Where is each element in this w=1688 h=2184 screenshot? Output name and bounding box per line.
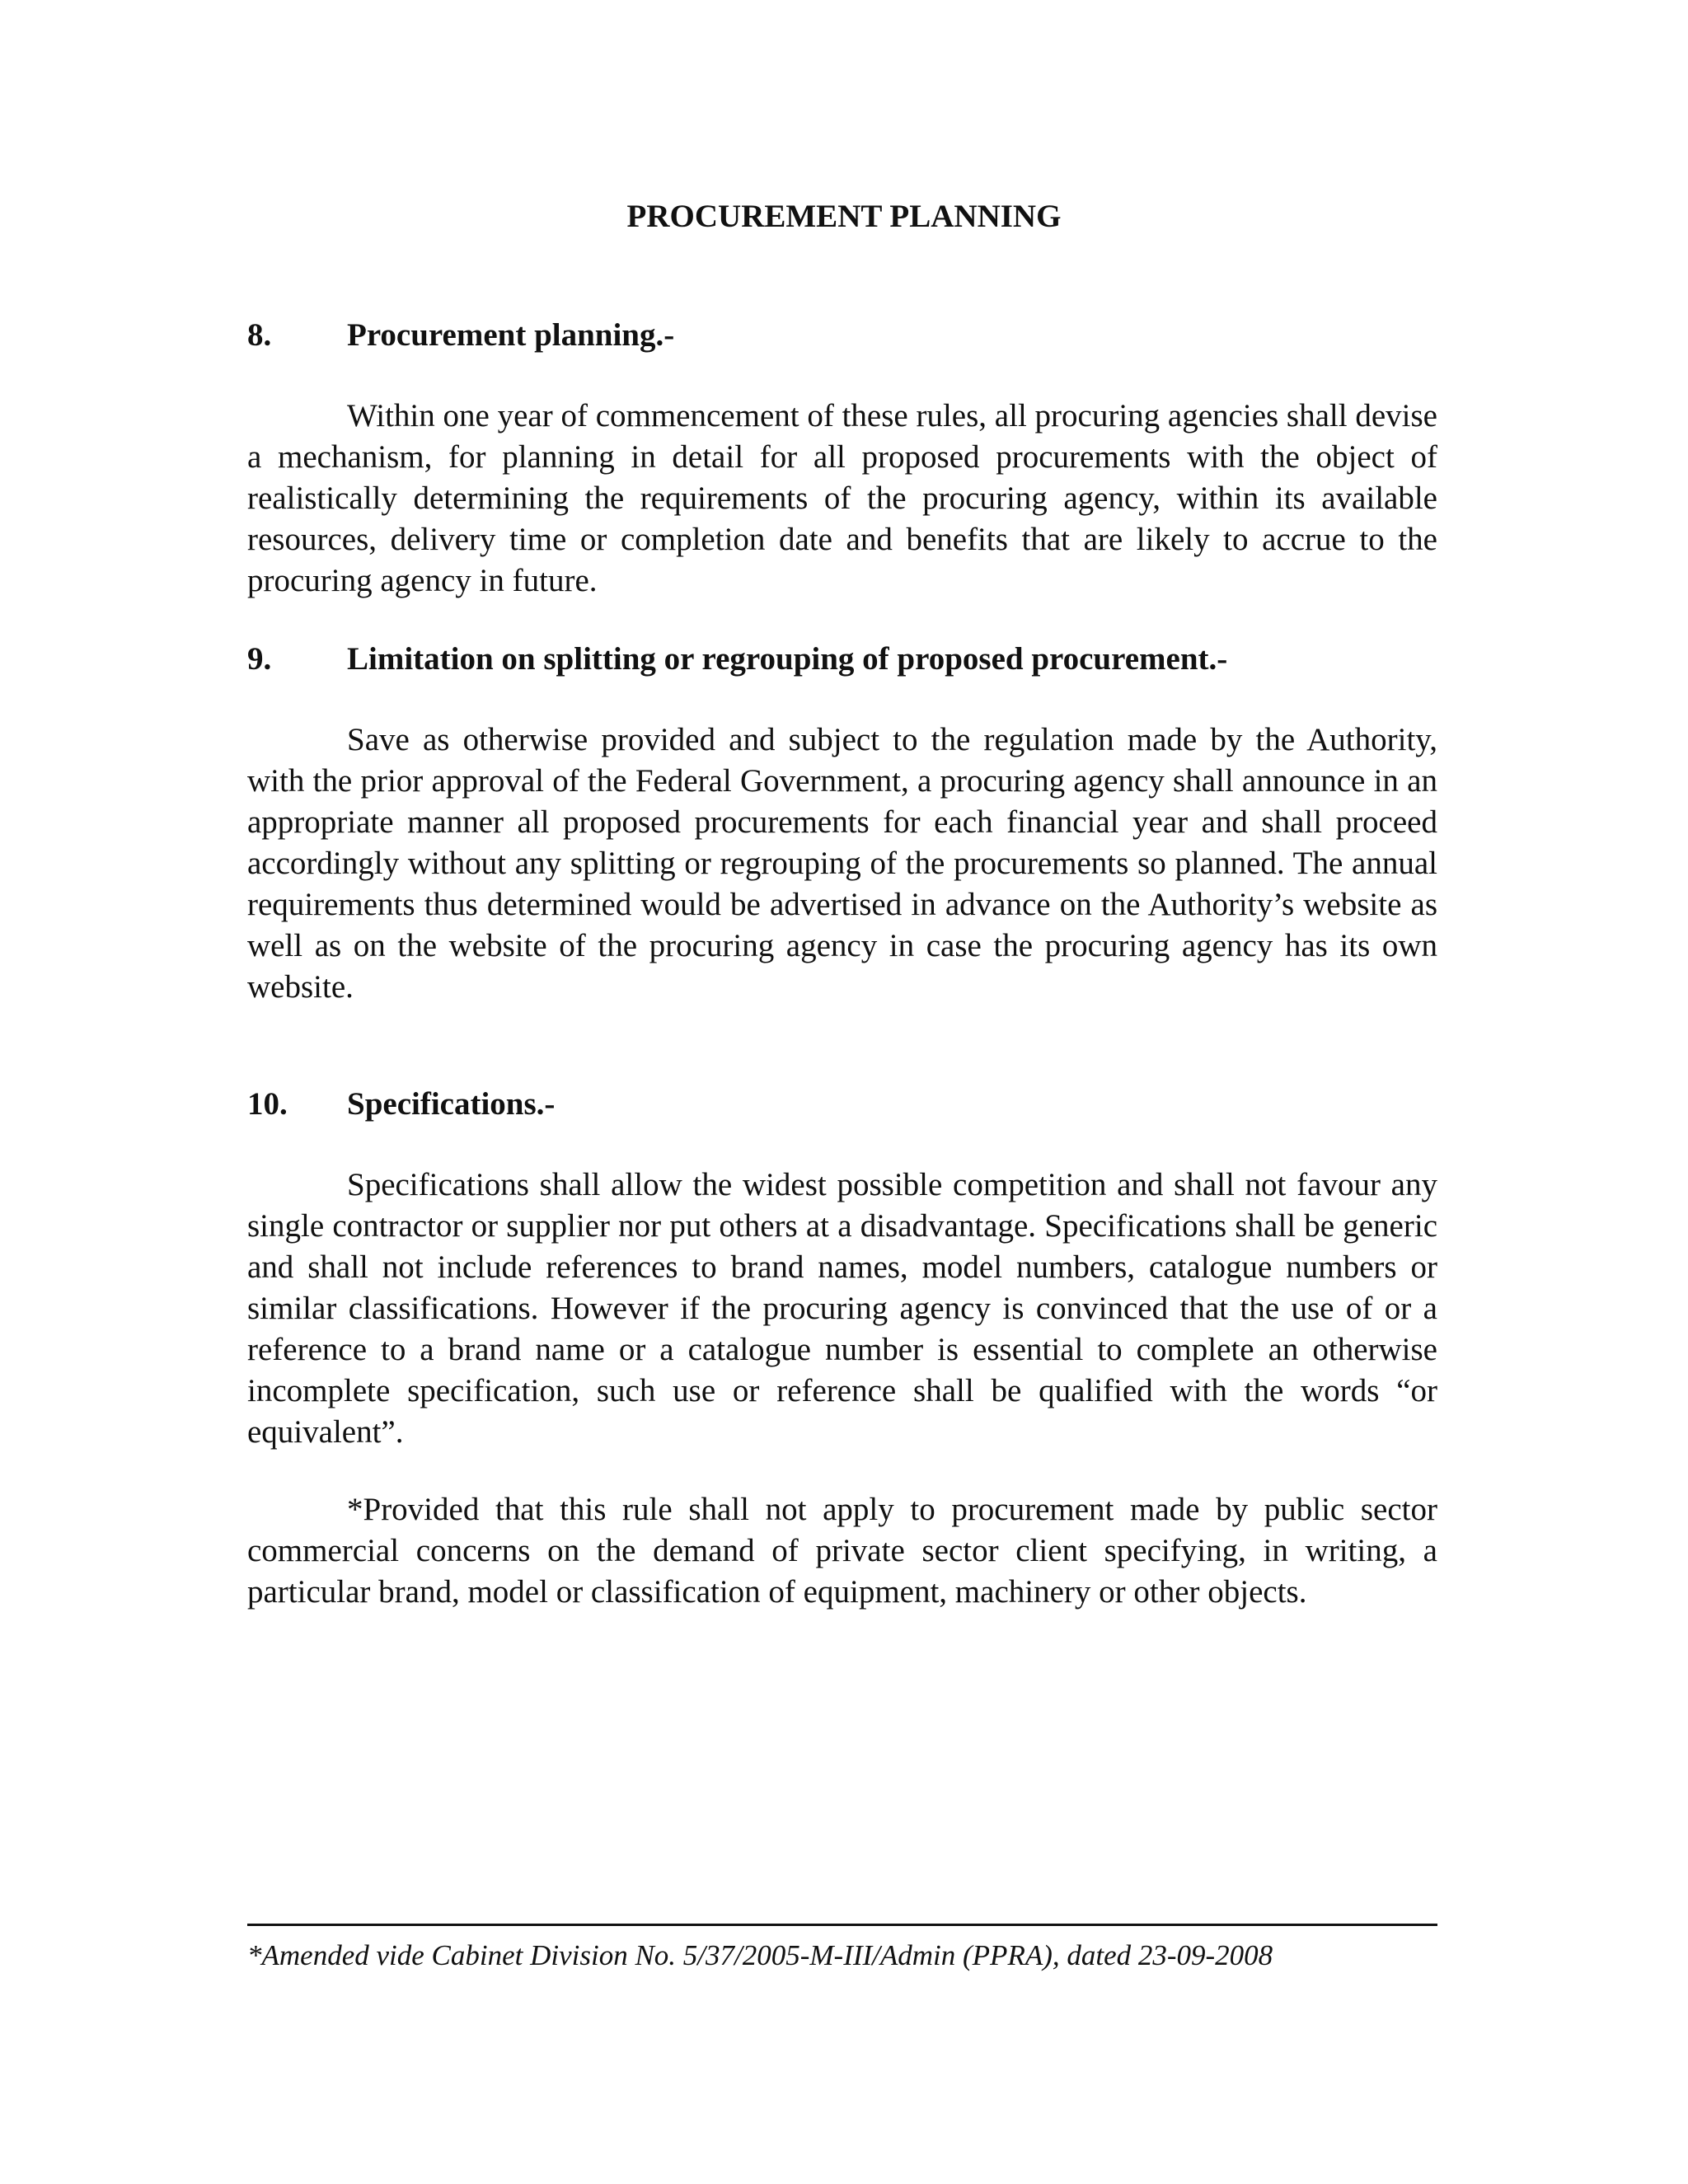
section-8-number: 8.	[247, 317, 272, 353]
section-8-paragraph: Within one year of commencement of these rules, all procuring agencies shall devise a mechanism, for planning in detail for all proposed procurements with the object of realistically determining the requirements of the procuring agency, within its available resources, delivery time or completion date and benefits that are likely to accrue to the procuring agency in future.	[247, 398, 1437, 598]
section-9-paragraph: Save as otherwise provided and subject to the regulation made by the Authority, with the prior approval of the Federal Government, a procuring agency shall announce in an appropriate manner all proposed procurements for each financial year and shall proceed accordingly without any splitting or regrouping of the procurements so planned. The annual requirements thus determined would be advertised in advance on the Authority’s website as well as on the website of the procuring agency in case the procuring agency has its own website.	[247, 722, 1437, 1005]
section-9-title: Limitation on splitting or regrouping of proposed procurement.-	[347, 641, 1228, 677]
section-8-title: Procurement planning.-	[347, 317, 675, 353]
section-10-number: 10.	[247, 1086, 288, 1122]
footnote-divider	[247, 1924, 1437, 1926]
section-10-proviso: *Provided that this rule shall not apply to procurement made by public sector commercial concerns on the demand of private sector client specifying, in writing, a particular brand, model or classification of equipment, machinery or other objects.	[247, 1492, 1437, 1610]
section-10-paragraph: Specifications shall allow the widest possible competition and shall not favour any single contractor or supplier nor put others at a disadvantage. Specifications shall be generic and shall not include references to brand names, model numbers, catalogue numbers or similar classifications. However if the procuring agency is convinced that the use of or a reference to a brand name or a catalogue number is essential to complete an otherwise incomplete specification, such use or reference shall be qualified with the words “or equivalent”.	[247, 1167, 1437, 1450]
page-title: PROCUREMENT PLANNING	[626, 199, 1062, 234]
section-10-heading	[247, 1084, 555, 1125]
section-10-title: Specifications.-	[347, 1086, 556, 1122]
footnote: *Amended vide Cabinet Division No. 5/37/2005-M-III/Admin (PPRA), dated 23-09-2008	[247, 1939, 1273, 1971]
section-9-heading	[247, 639, 1227, 680]
section-9-number: 9.	[247, 641, 272, 677]
section-8-heading	[247, 315, 674, 356]
